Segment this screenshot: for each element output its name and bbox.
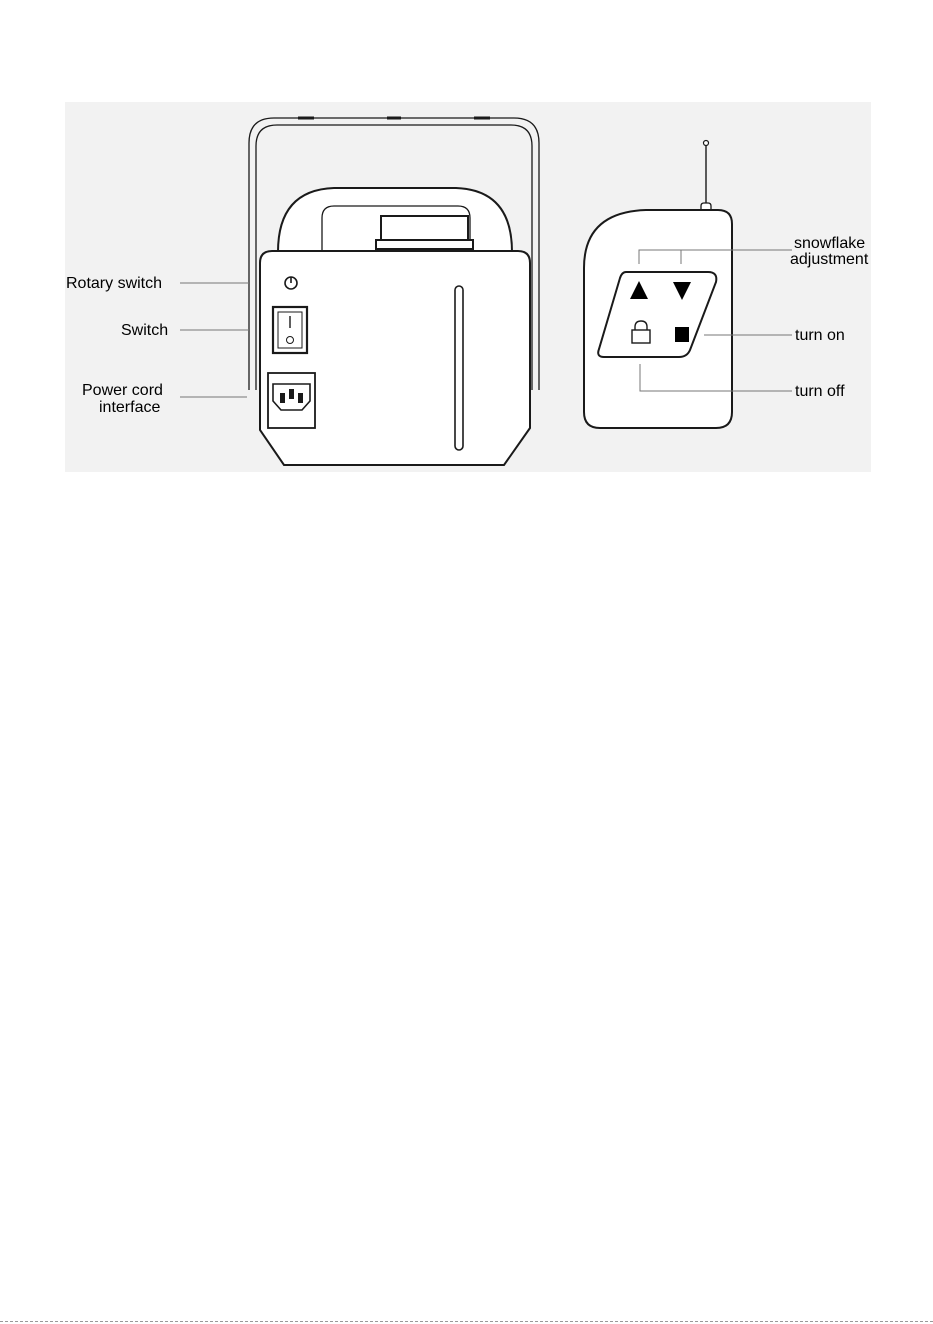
stop-button[interactable] [675,327,689,342]
label-power-cord-line2: interface [99,399,161,416]
vent-slot [455,286,463,450]
label-power-cord-line1: Power cord [82,382,163,399]
page-bottom-rule [0,1321,933,1322]
machine-body [260,251,530,465]
rotary-switch[interactable] [285,277,297,289]
label-rotary-switch: Rotary switch [66,275,163,292]
label-switch: Switch [121,322,169,339]
label-snowflake-line1: snowflake [794,235,866,252]
label-snowflake-line2: adjustment [790,251,869,268]
label-turn-on: turn on [795,327,845,344]
power-cord-socket[interactable] [268,373,315,428]
power-switch[interactable] [273,307,307,353]
label-turn-off: turn off [795,383,845,400]
